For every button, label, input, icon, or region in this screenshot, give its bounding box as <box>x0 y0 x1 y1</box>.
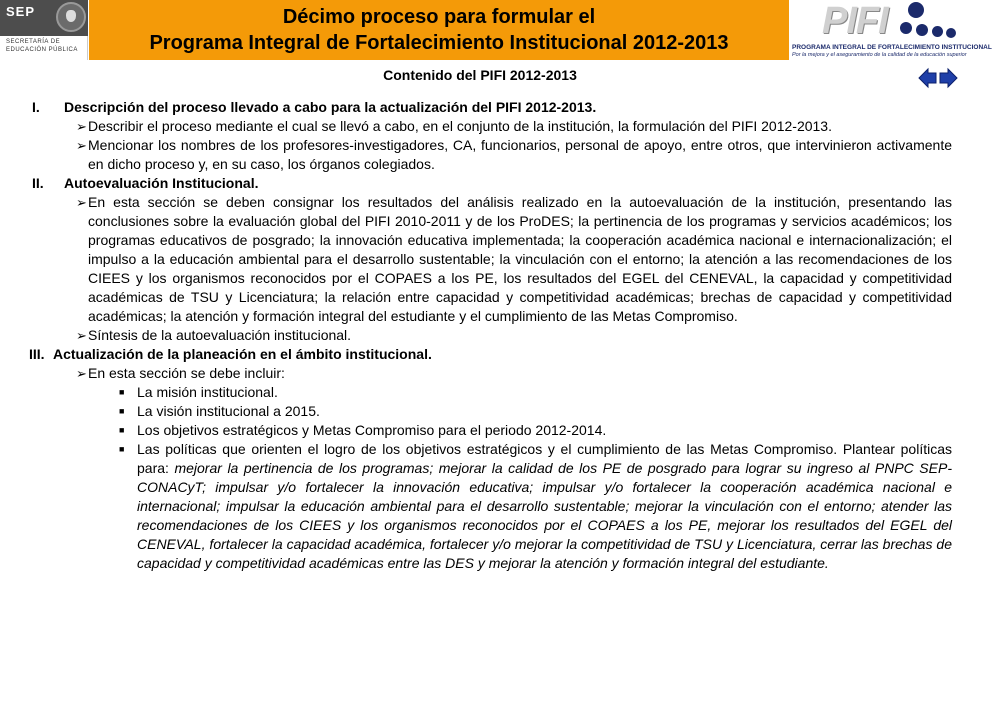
list-item-text: En esta sección se debe incluir: <box>88 365 285 381</box>
pifi-dot-icon <box>946 28 956 38</box>
sub-list-item <box>118 383 952 402</box>
pifi-dot-icon <box>908 2 924 18</box>
content-subtitle: Contenido del PIFI 2012-2013 <box>383 67 577 83</box>
sep-sub-line1: SECRETARÍA DE <box>6 39 61 45</box>
list-item-text: Síntesis de la autoevaluación institucional. <box>88 327 352 343</box>
sep-sub-line2: EDUCACIÓN PÚBLICA <box>6 47 78 53</box>
policies-intro-text: Las políticas que orienten el logro de los objetivos estratégicos y el cumplimiento de las Metas Compromiso. Plantear políticas para: <box>137 441 952 476</box>
pifi-subtitle: PROGRAMA INTEGRAL DE FORTALECIMIENTO INSTITUCIONAL <box>792 44 992 51</box>
arrow-bullet-icon: ➢ <box>76 328 87 343</box>
sep-label: SEP <box>6 4 36 19</box>
pifi-tagline: Por la mejora y el aseguramiento de la calidad de la educación superior <box>792 52 967 58</box>
square-bullet-icon: ■ <box>119 444 125 454</box>
next-arrow-icon[interactable] <box>939 69 957 87</box>
content-body <box>29 98 952 573</box>
pifi-dot-icon <box>916 24 928 36</box>
page-title-line1: Décimo proceso para formular el <box>282 6 596 28</box>
arrow-bullet-icon: ➢ <box>76 138 87 153</box>
sub-list-item <box>118 421 952 440</box>
section-title: Actualización de la planeación en el ámbito institucional. <box>53 346 432 362</box>
arrow-bullet-icon: ➢ <box>76 119 87 134</box>
arrow-bullet-icon: ➢ <box>76 366 87 381</box>
list-item <box>76 193 952 326</box>
section-number: II. <box>32 175 44 191</box>
section-title: Autoevaluación Institucional. <box>64 175 259 191</box>
sep-logo-band <box>0 0 88 36</box>
sub-list-item-text: La visión institucional a 2015. <box>137 403 320 419</box>
page-title-line2: Programa Integral de Fortalecimiento Institucional 2012-2013 <box>149 32 729 54</box>
section-number: I. <box>32 99 40 115</box>
list-item <box>76 364 952 383</box>
mexico-eagle-icon <box>56 2 86 32</box>
list-item <box>76 117 952 136</box>
sub-list-item-text: La misión institucional. <box>137 384 278 400</box>
policies-detail-text: mejorar la pertinencia de los programas; mejorar la calidad de los PE de posgrado para lograr su ingreso al PNPC SEP-CONACyT; impulsar y/o fortalecer la innovación educativa; impulsar y/o fortalecer la cooperación académica nacional e internacional; impulsar la educación ambiental para el desarrollo sustentable; mejorar la vinculación con el entorno; atender las recomendaciones de los CIEES y los organismos reconocidos por el COPAES a los PE, mejorar los resultados del EGEL del CENEVAL, fortalecer la capacidad académica, fortalecer y/o mejorar la competitividad de TSU y Licenciatura, cerrar las brechas de capacidad y competitividad académicas entre las DES y mejorar la atención y formación integral del estudiante. <box>137 460 952 571</box>
section-heading-3 <box>29 345 952 364</box>
pifi-logo-text: PIFI <box>822 0 888 42</box>
section-heading-2 <box>32 174 952 193</box>
pifi-dot-icon <box>900 22 912 34</box>
pifi-dot-icon <box>932 26 943 37</box>
square-bullet-icon: ■ <box>119 425 125 435</box>
sub-list-item <box>118 440 952 573</box>
list-item-text: Mencionar los nombres de los profesores-investigadores, CA, funcionarios, personal de apoyo, entre otros, que intervinieron activamente en dicho proceso y, en su caso, los órganos colegiados. <box>88 137 952 172</box>
list-item <box>76 326 952 345</box>
square-bullet-icon: ■ <box>119 387 125 397</box>
sep-subtitle <box>6 38 78 54</box>
list-item <box>76 136 952 174</box>
section-number: III. <box>29 346 45 362</box>
section-title: Descripción del proceso llevado a cabo para la actualización del PIFI 2012-2013. <box>64 99 597 115</box>
prev-arrow-icon[interactable] <box>919 69 937 87</box>
sub-list-item-text <box>137 440 952 573</box>
sub-list-item <box>118 402 952 421</box>
section-heading-1 <box>32 98 952 117</box>
sep-logo <box>0 0 88 60</box>
pifi-logo <box>790 0 992 60</box>
arrow-bullet-icon: ➢ <box>76 195 87 210</box>
square-bullet-icon: ■ <box>119 406 125 416</box>
title-banner <box>89 0 789 60</box>
header-bar <box>0 0 992 60</box>
list-item-text: En esta sección se deben consignar los resultados del análisis realizado en la autoevaluación de la institución, presentando las conclusiones sobre la evaluación global del PIFI 2010-2011 y de los ProDES; la pertinencia de los programas y servicios académicos; los programas educativos de posgrado; la innovación educativa implementada; la cooperación académica nacional e internacionalización; el impulso a la educación ambiental para el desarrollo sustentable; la vinculación con el entorno; la atención a las recomendaciones de los CIEES y los organismos reconocidos por el COPAES a los PE, los resultados del EGEL del CENEVAL, la capacidad y competitividad académicas de TSU y Licenciatura; la relación entre capacidad y competitividad académicas; brechas de capacidad y competitividad académicas; la atención y formación integral del estudiante y el cumplimiento de las Metas Compromiso. <box>88 194 952 324</box>
sub-list-item-text: Los objetivos estratégicos y Metas Compromiso para el periodo 2012-2014. <box>137 422 607 438</box>
list-item-text: Describir el proceso mediante el cual se llevó a cabo, en el conjunto de la institución, la formulación del PIFI 2012-2013. <box>88 118 832 134</box>
